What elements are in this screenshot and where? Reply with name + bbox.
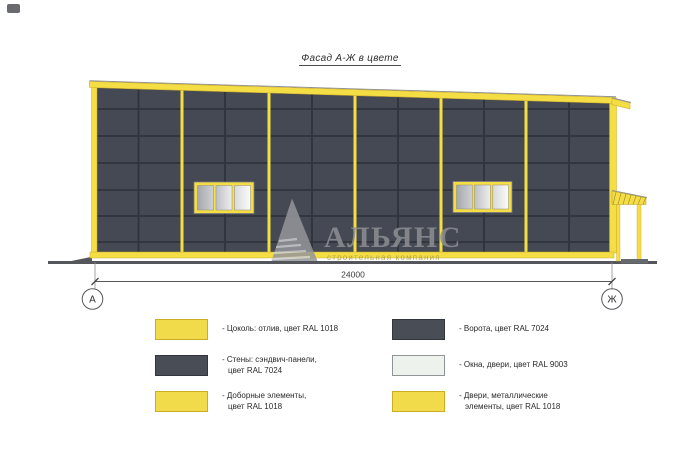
color-swatch — [155, 355, 208, 376]
legend-label: - Доборные элементы, цвет RAL 1018 — [222, 391, 307, 411]
axis-label-a: А — [89, 294, 96, 306]
window-right — [453, 182, 512, 213]
dimension-value: 24000 — [341, 269, 365, 280]
window-pane — [475, 185, 491, 209]
corner-trim-left — [92, 83, 98, 254]
window-pane — [457, 185, 473, 209]
color-swatch — [392, 319, 445, 340]
corner-trim-right — [610, 99, 617, 254]
window-pane — [216, 186, 232, 211]
axis-label-zh: Ж — [607, 294, 617, 306]
legend-label: - Двери, металлические элементы, цвет RAL 1018 — [459, 391, 561, 411]
axis-marker-left — [82, 289, 103, 310]
watermark-company-name: АЛЬЯНС — [324, 221, 462, 254]
legend-label: - Стены: сэндвич-панели, цвет RAL 7024 — [222, 355, 317, 375]
color-swatch — [392, 391, 445, 412]
watermark-company-subtitle: строительная компания — [327, 253, 441, 262]
entrance-canopy — [612, 191, 648, 264]
window-pane — [235, 186, 251, 211]
entrance-step — [621, 259, 648, 264]
legend-label: - Цоколь: отлив, цвет RAL 1018 — [222, 324, 339, 334]
dimension-annotation — [92, 262, 616, 289]
window-left — [194, 182, 254, 214]
legend-label: - Окна, двери, цвет RAL 9003 — [459, 360, 568, 370]
window-pane — [198, 186, 214, 211]
color-swatch — [392, 355, 445, 376]
color-swatch — [155, 391, 208, 412]
canopy-post — [637, 205, 641, 262]
canopy-post — [617, 205, 621, 262]
axis-marker-right — [602, 289, 623, 310]
drawing-title: Фасад А-Ж в цвете — [301, 53, 399, 64]
color-swatch — [155, 319, 208, 340]
legend-label: - Ворота, цвет RAL 7024 — [459, 324, 549, 334]
window-pane — [493, 185, 509, 209]
